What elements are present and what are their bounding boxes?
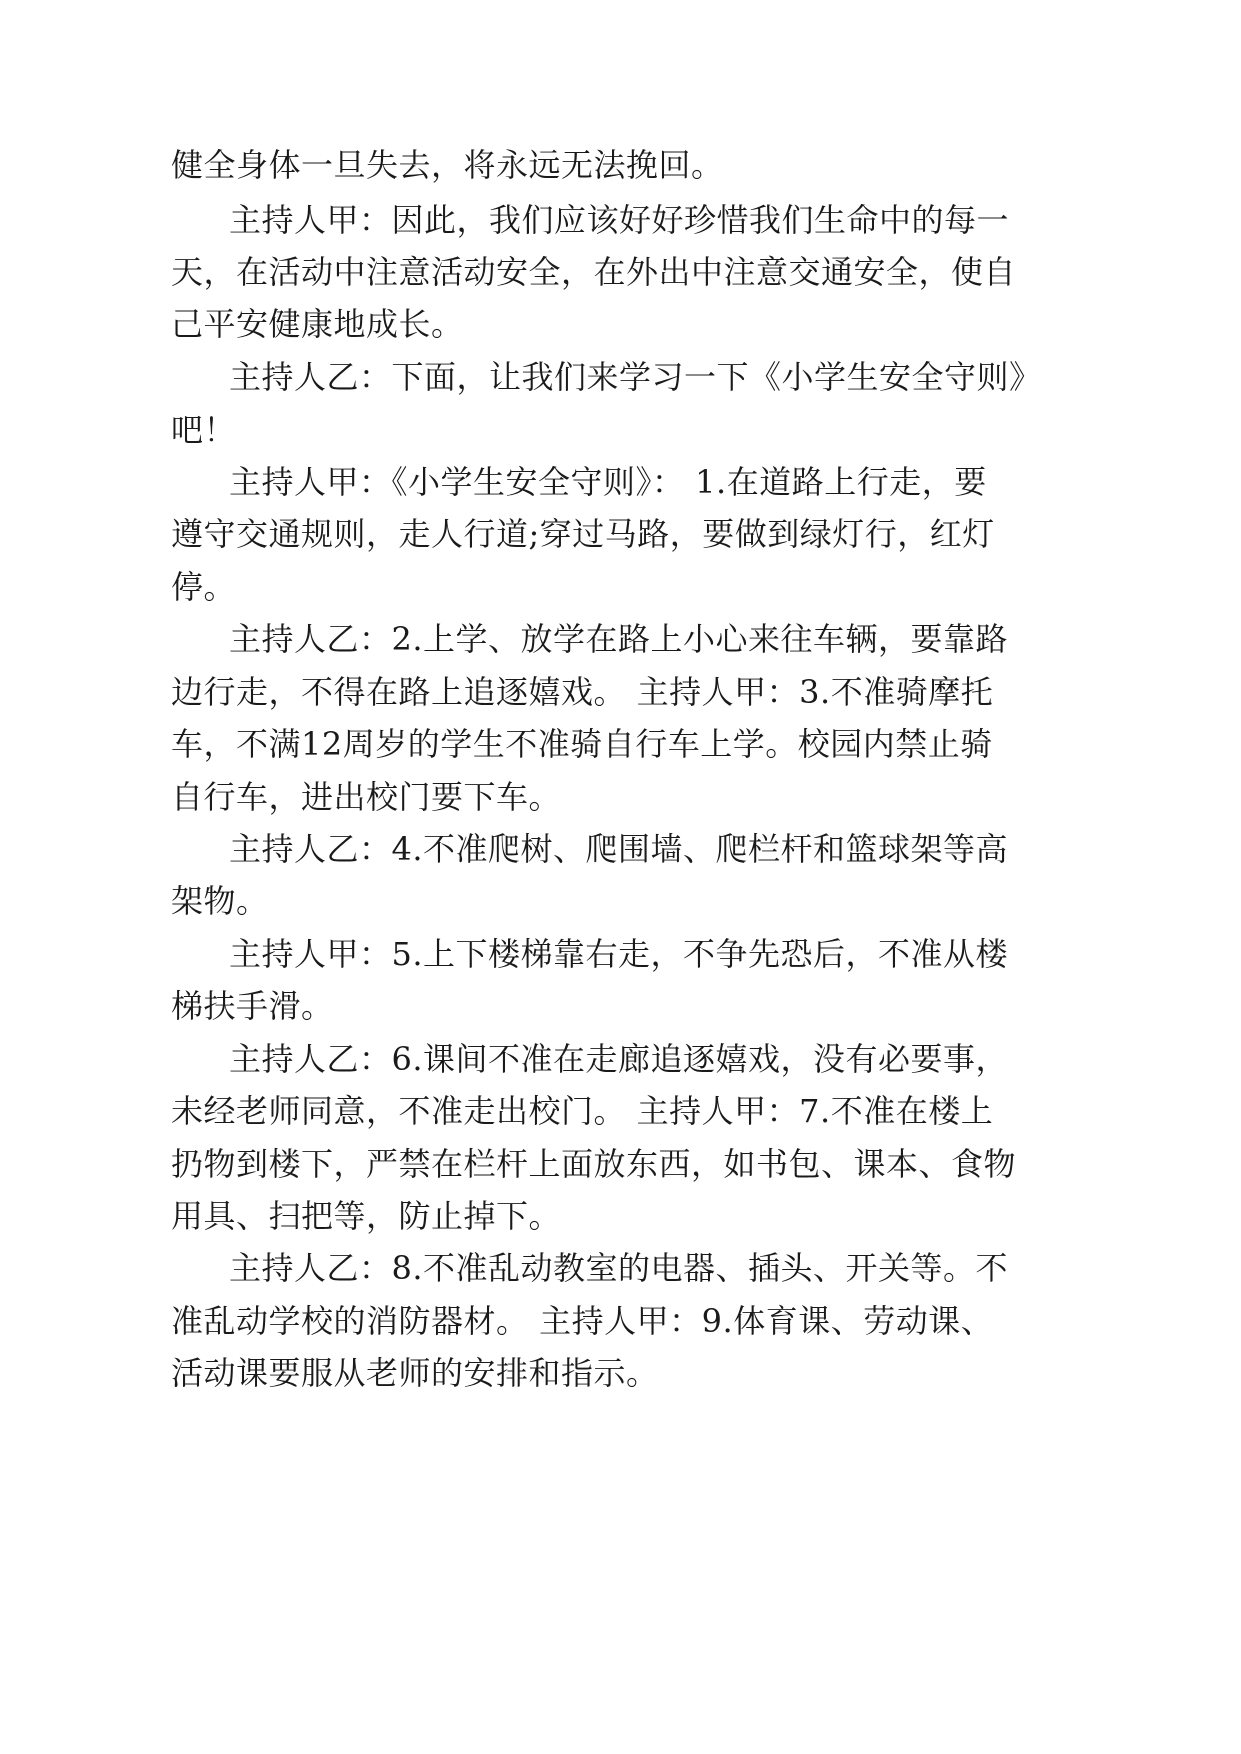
text-line: 梯扶手滑。 <box>171 987 334 1025</box>
text-line: 健全身体一旦失去，将永远无法挽回。 <box>171 146 724 184</box>
text-line: 边行走，不得在路上追逐嬉戏。 主持人甲：3.不准骑摩托 <box>171 673 994 711</box>
text-line: 活动课要服从老师的安排和指示。 <box>171 1354 659 1392</box>
text-line: 主持人乙：2.上学、放学在路上小心来往车辆，要靠路 <box>229 620 1009 658</box>
text-line: 准乱动学校的消防器材。 主持人甲：9.体育课、劳动课、 <box>171 1302 994 1340</box>
text-line: 车，不满12周岁的学生不准骑自行车上学。校园内禁止骑 <box>171 725 993 763</box>
text-line: 未经老师同意，不准走出校门。 主持人甲：7.不准在楼上 <box>171 1092 994 1130</box>
text-line: 自行车，进出校门要下车。 <box>171 778 562 816</box>
text-line: 扔物到楼下，严禁在栏杆上面放东西，如书包、课本、食物 <box>171 1145 1017 1183</box>
text-line: 主持人乙：6.课间不准在走廊追逐嬉戏，没有必要事， <box>229 1040 1009 1078</box>
text-line: 遵守交通规则，走人行道;穿过马路，要做到绿灯行，红灯 <box>171 515 995 553</box>
text-line: 架物。 <box>171 882 269 920</box>
text-line: 用具、扫把等，防止掉下。 <box>171 1197 562 1235</box>
text-line: 己平安健康地成长。 <box>171 305 464 343</box>
text-line: 主持人甲：《小学生安全守则》： 1.在道路上行走，要 <box>229 463 987 501</box>
text-line: 主持人乙：下面，让我们来学习一下《小学生安全守则》 <box>229 358 1042 396</box>
text-line: 主持人甲：因此，我们应该好好珍惜我们生命中的每一 <box>229 201 1010 239</box>
text-line: 吧！ <box>171 411 237 449</box>
text-line: 主持人甲：5.上下楼梯靠右走，不争先恐后，不准从楼 <box>229 935 1009 973</box>
text-line: 主持人乙：8.不准乱动教室的电器、插头、开关等。不 <box>229 1249 1009 1287</box>
text-line: 天，在活动中注意活动安全，在外出中注意交通安全，使自 <box>171 253 1017 291</box>
text-line: 主持人乙：4.不准爬树、爬围墙、爬栏杆和篮球架等高 <box>229 830 1009 868</box>
text-line: 停。 <box>171 568 237 606</box>
